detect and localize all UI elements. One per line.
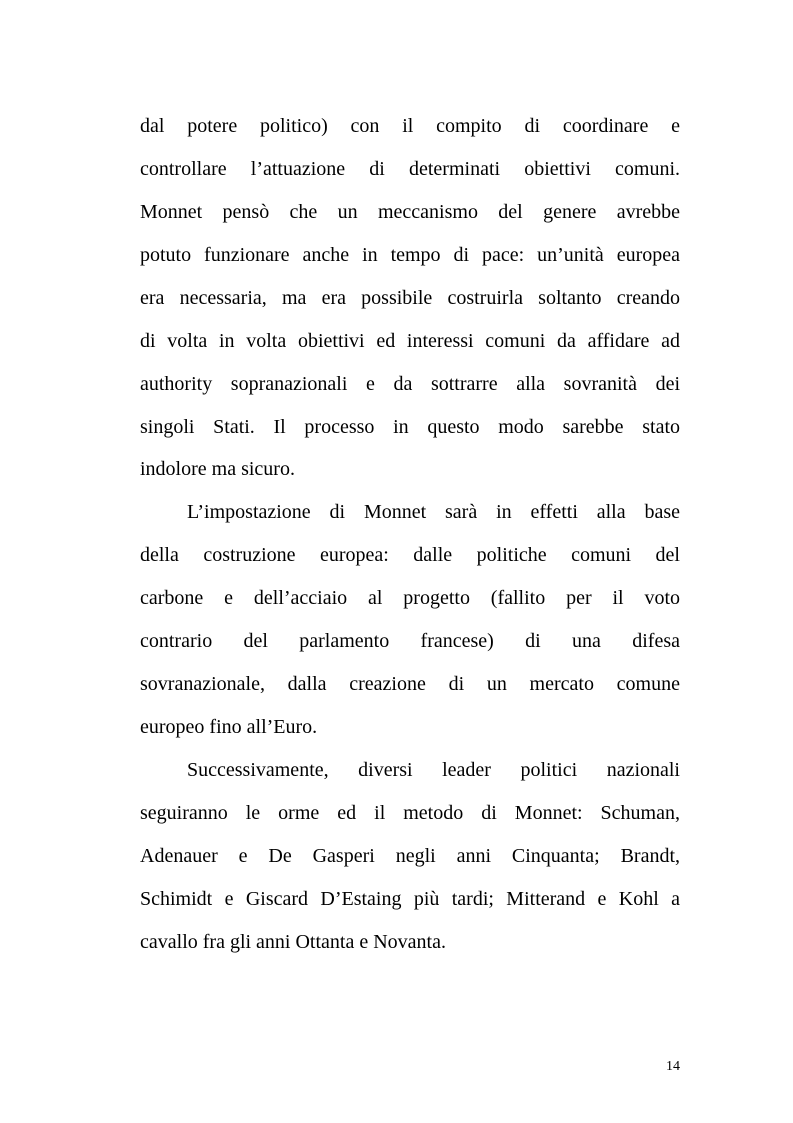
paragraph-3-line-5: cavallo fra gli anni Ottanta e Novanta.	[140, 931, 446, 953]
paragraph-3-line-4: Schimidt e Giscard D’Estaing più tardi; Mitterand e Kohl a	[140, 888, 680, 910]
paragraph-2-line-3: carbone e dell’acciaio al progetto (fallito per il voto	[140, 587, 680, 609]
paragraph-1-line-3: Monnet pensò che un meccanismo del genere avrebbe	[140, 201, 680, 223]
paragraph-1-line-8: singoli Stati. Il processo in questo modo sarebbe stato	[140, 416, 680, 438]
paragraph-1-line-4: potuto funzionare anche in tempo di pace: un’unità europea	[140, 244, 680, 266]
paragraph-2-line-4: contrario del parlamento francese) di una difesa	[140, 630, 680, 652]
paragraph-3-line-2: seguiranno le orme ed il metodo di Monnet: Schuman,	[140, 802, 680, 824]
paragraph-3-line-1: Successivamente, diversi leader politici nazionali	[187, 759, 680, 781]
paragraph-1-line-1: dal potere politico) con il compito di coordinare e	[140, 115, 680, 137]
paragraph-2-line-1: L’impostazione di Monnet sarà in effetti alla base	[187, 501, 680, 523]
page-number: 14	[666, 1059, 680, 1074]
paragraph-2-line-5: sovranazionale, dalla creazione di un mercato comune	[140, 673, 680, 695]
paragraph-1-line-5: era necessaria, ma era possibile costruirla soltanto creando	[140, 287, 680, 309]
paragraph-3-line-3: Adenauer e De Gasperi negli anni Cinquanta; Brandt,	[140, 845, 680, 867]
paragraph-1-line-9: indolore ma sicuro.	[140, 458, 295, 480]
paragraph-2-line-6: europeo fino all’Euro.	[140, 716, 318, 738]
paragraph-1-line-2: controllare l’attuazione di determinati obiettivi comuni.	[140, 158, 680, 180]
paragraph-1-line-7: authority sopranazionali e da sottrarre alla sovranità dei	[140, 373, 680, 395]
paragraph-2-line-2: della costruzione europea: dalle politiche comuni del	[140, 544, 680, 566]
paragraph-1-line-6: di volta in volta obiettivi ed interessi comuni da affidare ad	[140, 330, 680, 352]
